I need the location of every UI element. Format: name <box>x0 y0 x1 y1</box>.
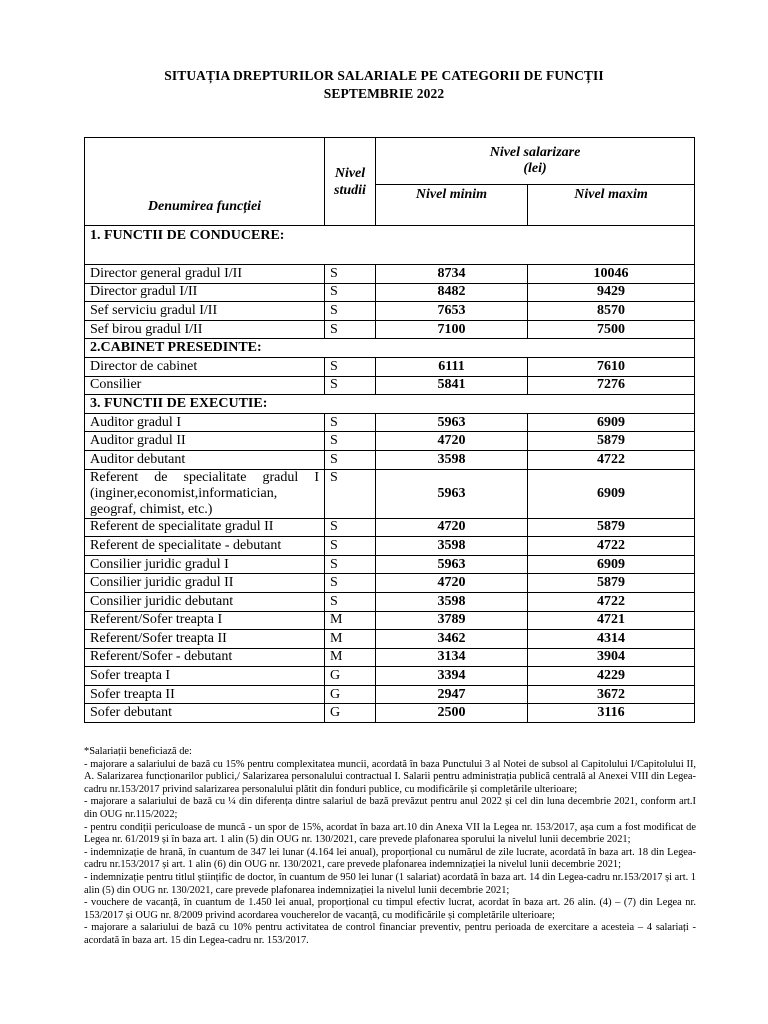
min-salary-cell: 3598 <box>376 537 528 556</box>
study-level-cell: S <box>325 376 376 395</box>
study-level-cell: S <box>325 413 376 432</box>
table-row <box>85 592 695 611</box>
function-name-cell: Referent/Sofer treapta I <box>85 611 325 630</box>
function-name-cell: Director de cabinet <box>85 357 325 376</box>
table-row <box>85 450 695 469</box>
max-salary-cell: 4229 <box>528 667 695 686</box>
table-row <box>85 537 695 556</box>
max-salary-cell: 4314 <box>528 630 695 649</box>
table-row <box>85 265 695 284</box>
min-salary-cell: 3462 <box>376 630 528 649</box>
min-salary-cell: 3134 <box>376 648 528 667</box>
footnote-item: - pentru condiții periculoase de muncă - un spor de 15%, acordat în baza art.10 din Anexa VII la Legea nr. 153/2017, așa cum a fost modificat de Legea nr. 61/2019 și în baza art. 1 alin (5) din OUG nr. 130/2021, care prevede plafonarea sporului la nivelul lunii decembrie 2021; <box>84 821 696 846</box>
max-salary-cell: 9429 <box>528 283 695 302</box>
section-title: 2.CABINET PRESEDINTE: <box>85 339 695 358</box>
study-level-cell: S <box>325 518 376 537</box>
study-level-cell: G <box>325 704 376 723</box>
study-level-cell: S <box>325 320 376 339</box>
section-title: 1. FUNCTII DE CONDUCERE: <box>85 226 695 265</box>
min-salary-cell: 4720 <box>376 574 528 593</box>
table-row <box>85 704 695 723</box>
function-name-cell: Director general gradul I/II <box>85 265 325 284</box>
study-level-cell: S <box>325 537 376 556</box>
table-row <box>85 302 695 321</box>
footnote-item: - vouchere de vacanță, în cuantum de 1.450 lei anual, proporțional cu timpul efectiv lucrat, acordat în baza art. 26 alin. (4) – (7) din Legea nr. 153/2017 și OUG nr. 8/2009 privind acordarea voucherelor de vacanță, cu modificările și completările ulterioare; <box>84 897 696 921</box>
max-salary-cell: 7500 <box>528 320 695 339</box>
table-row <box>85 630 695 649</box>
min-salary-cell: 4720 <box>376 518 528 537</box>
table-row <box>85 667 695 686</box>
footnote-item: - majorare a salariului de bază cu 10% pentru activitatea de control financiar preventiv, pentru perioada de exercitare a acesteia – 4 salariați - acordată în baza art. 15 din Legea-cadru nr. 153/2017. <box>84 922 696 946</box>
max-salary-cell: 5879 <box>528 574 695 593</box>
document-subtitle: SEPTEMBRIE 2022 <box>323 86 445 101</box>
function-name-cell: Consilier <box>85 376 325 395</box>
min-salary-cell: 8734 <box>376 265 528 284</box>
header-level-line2: studii <box>334 182 366 198</box>
table-row <box>85 611 695 630</box>
header-max-level: Nivel maxim <box>528 185 695 226</box>
function-name-cell: Sofer debutant <box>85 704 325 723</box>
function-name-cell: Referent de specialitate - debutant <box>85 537 325 556</box>
max-salary-cell: 6909 <box>528 555 695 574</box>
table-row <box>85 432 695 451</box>
min-salary-cell: 7653 <box>376 302 528 321</box>
max-salary-cell: 8570 <box>528 302 695 321</box>
header-min-level: Nivel minim <box>376 185 528 226</box>
min-salary-cell: 5963 <box>376 555 528 574</box>
study-level-cell: G <box>325 667 376 686</box>
header-function-name: Denumirea funcției <box>85 138 325 226</box>
table-row <box>85 574 695 593</box>
table-row <box>85 685 695 704</box>
document-title: SITUAȚIA DREPTURILOR SALARIALE PE CATEGORII DE FUNCȚII <box>164 68 604 83</box>
study-level-cell: G <box>325 685 376 704</box>
header-study-level <box>325 138 376 226</box>
study-level-cell: S <box>325 265 376 284</box>
header-salary-level <box>376 138 695 185</box>
table-row <box>85 320 695 339</box>
max-salary-cell: 4722 <box>528 537 695 556</box>
table-row <box>85 518 695 537</box>
function-name-cell: Consilier juridic gradul II <box>85 574 325 593</box>
study-level-cell: S <box>325 357 376 376</box>
function-name-cell: Auditor gradul II <box>85 432 325 451</box>
max-salary-cell: 10046 <box>528 265 695 284</box>
footnote-item: - indemnizație pentru titlul științific de doctor, în cuantum de 950 lei lunar (1 salariat) acordată în baza art. 14 din Legea-cadru nr.153/2017 și art. 1 alin (5) din OUG nr. 130/2021, care prevede plafonarea indemnizației la nivelul lunii decembrie 2021; <box>84 871 696 896</box>
min-salary-cell: 2947 <box>376 685 528 704</box>
table-row <box>85 413 695 432</box>
study-level-cell: M <box>325 611 376 630</box>
max-salary-cell: 5879 <box>528 432 695 451</box>
function-name-cell: Auditor debutant <box>85 450 325 469</box>
footnote-item: - majorare a salariului de bază cu ¼ din diferența dintre salariul de bază prevăzut pentru anul 2022 și cel din luna decembrie 2021, conform art.I din OUG nr.115/2022; <box>84 796 696 820</box>
max-salary-cell: 4722 <box>528 592 695 611</box>
max-salary-cell: 5879 <box>528 518 695 537</box>
header-level-line1: Nivel <box>334 165 366 181</box>
study-level-cell: M <box>325 630 376 649</box>
max-salary-cell: 4722 <box>528 450 695 469</box>
min-salary-cell: 4720 <box>376 432 528 451</box>
study-level-cell: S <box>325 432 376 451</box>
function-name-cell: Director gradul I/II <box>85 283 325 302</box>
max-salary-cell: 3904 <box>528 648 695 667</box>
salary-table-body <box>85 226 695 723</box>
function-name-cell: Referent de specialitate gradul I (inginer,economist,informatician, geograf, chimist, etc.) <box>85 469 325 518</box>
max-salary-cell: 7276 <box>528 376 695 395</box>
max-salary-cell: 3672 <box>528 685 695 704</box>
table-row <box>85 469 695 518</box>
function-name-cell: Consilier juridic debutant <box>85 592 325 611</box>
min-salary-cell: 5963 <box>376 469 528 518</box>
function-name-cell: Sofer treapta I <box>85 667 325 686</box>
footnote-item: - indemnizație de hrană, în cuantum de 347 lei lunar (4.164 lei anual), proporțional cu numărul de zile lucrate, acordată în baza art. 18 din Legea-cadru nr.153/2017 și art. 1 alin (6) din OUG nr. 130/2021, care prevede plafonarea indemnizației la nivelul lunii decembrie 2021; <box>84 846 696 871</box>
min-salary-cell: 3598 <box>376 450 528 469</box>
study-level-cell: S <box>325 450 376 469</box>
study-level-cell: M <box>325 648 376 667</box>
function-name-cell: Referent/Sofer - debutant <box>85 648 325 667</box>
table-row <box>85 283 695 302</box>
footnotes <box>84 746 696 948</box>
header-salary-line2: (lei) <box>523 161 547 176</box>
min-salary-cell: 3394 <box>376 667 528 686</box>
table-row <box>85 555 695 574</box>
min-salary-cell: 5841 <box>376 376 528 395</box>
study-level-cell: S <box>325 283 376 302</box>
max-salary-cell: 7610 <box>528 357 695 376</box>
function-name-cell: Sofer treapta II <box>85 685 325 704</box>
function-name-cell: Referent de specialitate gradul II <box>85 518 325 537</box>
footnote-heading: *Salariații beneficiază de: <box>84 746 192 757</box>
salary-table <box>84 137 695 723</box>
function-name-cell: Sef serviciu gradul I/II <box>85 302 325 321</box>
function-name-cell: Referent/Sofer treapta II <box>85 630 325 649</box>
study-level-cell: S <box>325 592 376 611</box>
min-salary-cell: 6111 <box>376 357 528 376</box>
study-level-cell: S <box>325 574 376 593</box>
study-level-cell: S <box>325 555 376 574</box>
function-name-cell: Sef birou gradul I/II <box>85 320 325 339</box>
study-level-cell: S <box>325 302 376 321</box>
min-salary-cell: 8482 <box>376 283 528 302</box>
max-salary-cell: 3116 <box>528 704 695 723</box>
min-salary-cell: 3789 <box>376 611 528 630</box>
min-salary-cell: 7100 <box>376 320 528 339</box>
max-salary-cell: 6909 <box>528 413 695 432</box>
max-salary-cell: 4721 <box>528 611 695 630</box>
footnote-item: - majorare a salariului de bază cu 15% pentru complexitatea muncii, acordată în baza Punctului 3 al Notei de subsol al Capitolului I/Capitolului II, A. Salarizarea funcționarilor publici,/ Salarizarea personalului contractual I. Salarii pentru administrația publică centrală al Anexei VIII din Legea-cadru nr.153/2017 privind salarizarea personalului plătit din fonduri publice, cu modificările și completările ulterioare; <box>84 758 696 795</box>
max-salary-cell: 6909 <box>528 469 695 518</box>
min-salary-cell: 2500 <box>376 704 528 723</box>
header-salary-line1: Nivel salarizare <box>489 145 581 160</box>
function-name-cell: Consilier juridic gradul I <box>85 555 325 574</box>
table-row <box>85 648 695 667</box>
min-salary-cell: 3598 <box>376 592 528 611</box>
table-row <box>85 357 695 376</box>
min-salary-cell: 5963 <box>376 413 528 432</box>
table-row <box>85 376 695 395</box>
study-level-cell: S <box>325 469 376 518</box>
function-name-cell: Auditor gradul I <box>85 413 325 432</box>
section-title: 3. FUNCTII DE EXECUTIE: <box>85 395 695 414</box>
